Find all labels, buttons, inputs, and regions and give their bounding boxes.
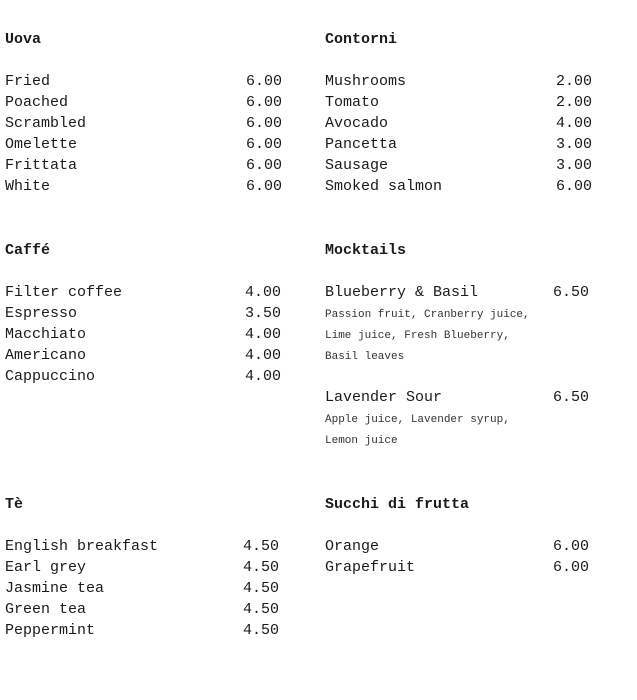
menu-item-name: Mushrooms <box>325 73 407 90</box>
menu-item-name: English breakfast <box>5 538 159 555</box>
menu-item-price: 3.50 <box>245 305 282 322</box>
section-title-mocktails: Mocktails <box>325 242 407 259</box>
menu-item-name: Poached <box>5 94 69 111</box>
menu-item-price: 2.00 <box>556 73 593 90</box>
menu-item-name: Grapefruit <box>325 559 416 576</box>
menu-item-price: 6.00 <box>553 538 590 555</box>
menu-item-name: Omelette <box>5 136 78 153</box>
menu-item-price: 4.00 <box>245 284 282 301</box>
menu-item-price: 3.00 <box>556 136 593 153</box>
menu-item-price: 6.00 <box>246 73 283 90</box>
menu-item-price: 6.50 <box>553 284 590 301</box>
menu-item-price: 4.00 <box>556 115 593 132</box>
menu-item-price: 4.50 <box>243 601 280 618</box>
menu-item-name: Jasmine tea <box>5 580 105 597</box>
menu-item-name: Scrambled <box>5 115 87 132</box>
menu-item-name: Avocado <box>325 115 389 132</box>
menu-item-price: 6.00 <box>246 115 283 132</box>
menu-item-price: 6.00 <box>246 157 283 174</box>
menu-item-name: White <box>5 178 51 195</box>
menu-item-name: Tomato <box>325 94 380 111</box>
menu-item-description: Lemon juice <box>325 435 398 447</box>
menu-item-price: 6.50 <box>553 389 590 406</box>
section-te <box>5 496 305 656</box>
menu-item-name: Espresso <box>5 305 78 322</box>
menu-item-name: Smoked salmon <box>325 178 443 195</box>
menu-item-name: Filter coffee <box>5 284 123 301</box>
menu-item-name: Sausage <box>325 157 389 174</box>
menu-item-name: Cappuccino <box>5 368 96 385</box>
menu-item-price: 4.50 <box>243 538 280 555</box>
section-title-contorni: Contorni <box>325 31 398 48</box>
section-title-succhi-di-frutta: Succhi di frutta <box>325 496 470 513</box>
menu-item-price: 4.50 <box>243 559 280 576</box>
menu-item-price: 6.00 <box>246 136 283 153</box>
section-contorni <box>325 31 625 201</box>
menu-item-price: 6.00 <box>246 94 283 111</box>
menu-item-name: Orange <box>325 538 380 555</box>
menu-item-name: Earl grey <box>5 559 87 576</box>
menu-item-description: Basil leaves <box>325 351 405 363</box>
menu-item-price: 6.00 <box>553 559 590 576</box>
menu-item-name: Macchiato <box>5 326 87 343</box>
menu-item-price: 4.50 <box>243 622 280 639</box>
section-caffe <box>5 242 305 402</box>
menu-item-name: Fried <box>5 73 51 90</box>
menu-item-name: Pancetta <box>325 136 398 153</box>
menu-item-name: Green tea <box>5 601 87 618</box>
section-title-te: Tè <box>5 496 24 513</box>
section-uova <box>5 31 305 201</box>
menu-item-price: 6.00 <box>556 178 593 195</box>
menu-item-name: Blueberry & Basil <box>325 284 479 301</box>
menu-item-price: 4.00 <box>245 326 282 343</box>
menu-item-name: Frittata <box>5 157 78 174</box>
section-title-uova: Uova <box>5 31 42 48</box>
menu-item-name: Peppermint <box>5 622 96 639</box>
menu-item-price: 4.50 <box>243 580 280 597</box>
menu-item-price: 4.00 <box>245 368 282 385</box>
section-title-caffe: Caffé <box>5 242 51 259</box>
menu-item-description: Apple juice, Lavender syrup, <box>325 414 510 426</box>
section-mocktails <box>325 242 625 457</box>
menu-item-name: Lavender Sour <box>325 389 443 406</box>
menu-item-price: 6.00 <box>246 178 283 195</box>
menu-item-name: Americano <box>5 347 87 364</box>
section-succhi-di-frutta <box>325 496 625 596</box>
menu-item-description: Lime juice, Fresh Blueberry, <box>325 330 510 342</box>
menu-item-description: Passion fruit, Cranberry juice, <box>325 309 530 321</box>
menu-item-price: 2.00 <box>556 94 593 111</box>
menu-item-price: 4.00 <box>245 347 282 364</box>
menu-item-price: 3.00 <box>556 157 593 174</box>
